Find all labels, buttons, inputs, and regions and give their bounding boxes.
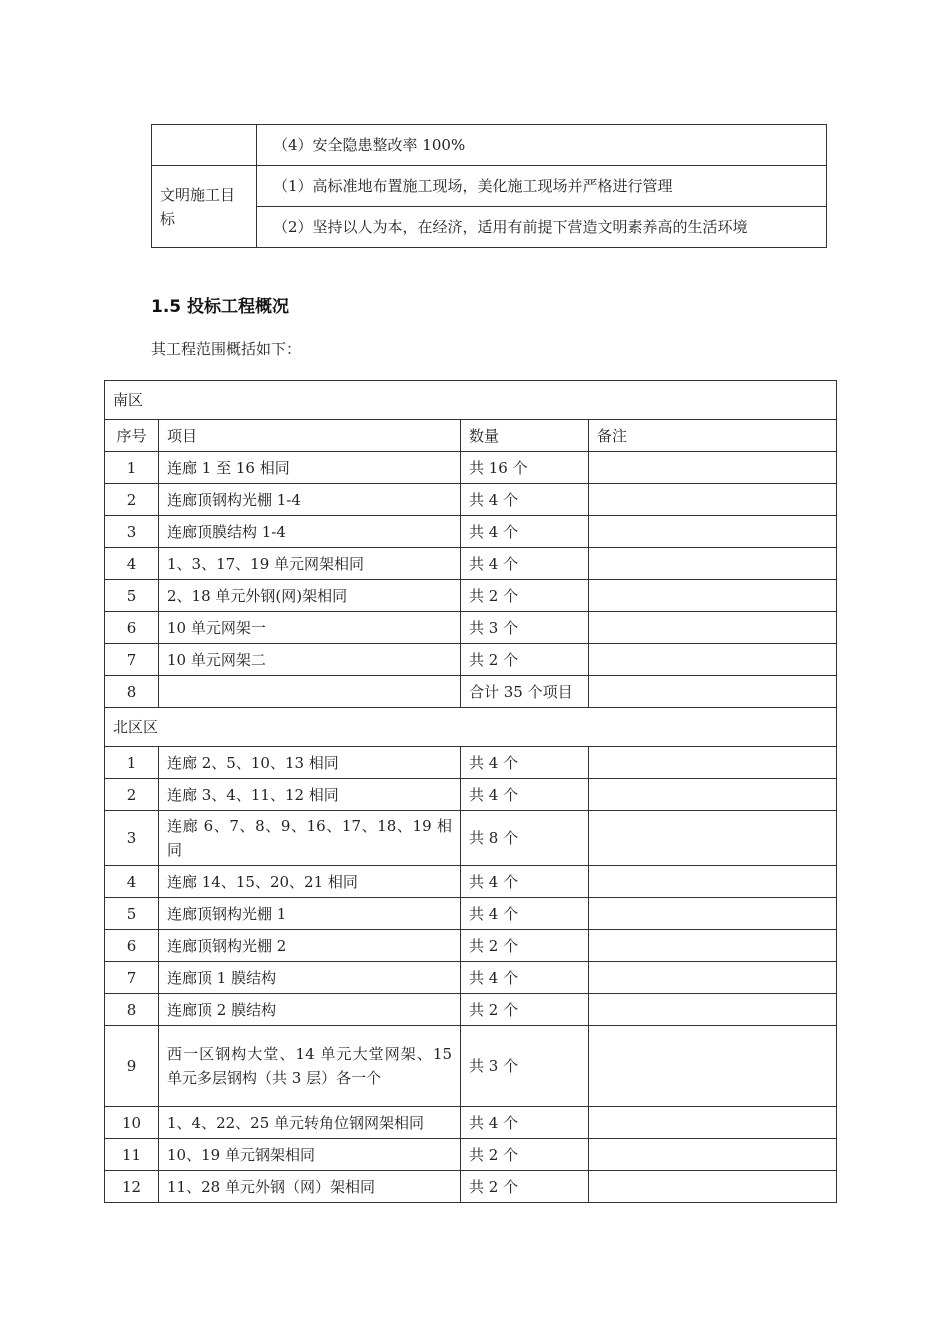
- row-number: 2: [105, 484, 159, 516]
- goal-item: （2）坚持以人为本，在经济，适用有前提下营造文明素养高的生活环境: [257, 207, 827, 248]
- row-quantity: 共 4 个: [461, 866, 589, 898]
- row-note: [589, 612, 837, 644]
- table-row: [105, 898, 837, 930]
- table-row: [105, 548, 837, 580]
- row-item: 连廊 6、7、8、9、16、17、18、19 相同: [159, 811, 461, 866]
- table-row: [152, 166, 827, 207]
- zone-title: 南区: [105, 381, 837, 420]
- section-intro: 其工程范围概括如下：: [151, 340, 302, 358]
- row-note: [589, 962, 837, 994]
- table-row: [105, 1026, 837, 1107]
- row-number: 4: [105, 548, 159, 580]
- row-quantity: 共 2 个: [461, 1171, 589, 1203]
- table-row: [105, 676, 837, 708]
- row-quantity: 共 8 个: [461, 811, 589, 866]
- row-note: [589, 811, 837, 866]
- row-quantity: 共 4 个: [461, 548, 589, 580]
- row-quantity: 共 2 个: [461, 994, 589, 1026]
- row-quantity: 共 4 个: [461, 516, 589, 548]
- row-number: 11: [105, 1139, 159, 1171]
- row-number: 7: [105, 962, 159, 994]
- table-row: [105, 516, 837, 548]
- row-number: 9: [105, 1026, 159, 1107]
- table-row: [105, 452, 837, 484]
- table-row: [105, 484, 837, 516]
- row-item: 连廊顶膜结构 1-4: [159, 516, 461, 548]
- table-row: [105, 644, 837, 676]
- row-note: [589, 1139, 837, 1171]
- column-header: 项目: [159, 420, 461, 452]
- zone-title: 北区区: [105, 708, 837, 747]
- row-number: 5: [105, 898, 159, 930]
- scope-table-body: [105, 381, 837, 1203]
- row-item: 连廊 1 至 16 相同: [159, 452, 461, 484]
- row-note: [589, 644, 837, 676]
- row-quantity: 共 3 个: [461, 1026, 589, 1107]
- row-number: 2: [105, 779, 159, 811]
- row-quantity: 共 2 个: [461, 644, 589, 676]
- row-number: 1: [105, 452, 159, 484]
- section-heading: 1.5 投标工程概况: [151, 297, 290, 317]
- table-row: [105, 779, 837, 811]
- goal-label-empty: [152, 125, 257, 166]
- row-number: 1: [105, 747, 159, 779]
- row-item: 连廊顶钢构光棚 1-4: [159, 484, 461, 516]
- row-item: 10 单元网架一: [159, 612, 461, 644]
- row-number: 4: [105, 866, 159, 898]
- row-item: 西一区钢构大堂、14 单元大堂网架、15 单元多层钢构（共 3 层）各一个: [159, 1026, 461, 1107]
- row-note: [589, 484, 837, 516]
- row-quantity: 共 4 个: [461, 747, 589, 779]
- row-number: 12: [105, 1171, 159, 1203]
- table-row: [105, 930, 837, 962]
- zone-row: [105, 708, 837, 747]
- row-note: [589, 994, 837, 1026]
- row-number: 5: [105, 580, 159, 612]
- zone-row: [105, 381, 837, 420]
- column-header: 序号: [105, 420, 159, 452]
- row-number: 3: [105, 811, 159, 866]
- row-item: 连廊 14、15、20、21 相同: [159, 866, 461, 898]
- row-note: [589, 866, 837, 898]
- row-quantity: 共 2 个: [461, 580, 589, 612]
- row-note: [589, 1171, 837, 1203]
- row-note: [589, 548, 837, 580]
- row-note: [589, 676, 837, 708]
- row-note: [589, 1107, 837, 1139]
- row-number: 8: [105, 676, 159, 708]
- row-quantity: 共 4 个: [461, 779, 589, 811]
- row-quantity: 共 4 个: [461, 898, 589, 930]
- row-item: 11、28 单元外钢（网）架相同: [159, 1171, 461, 1203]
- table-row: [105, 811, 837, 866]
- row-number: 6: [105, 612, 159, 644]
- row-item: 连廊顶钢构光棚 1: [159, 898, 461, 930]
- row-item: 连廊 2、5、10、13 相同: [159, 747, 461, 779]
- row-item: 1、4、22、25 单元转角位钢网架相同: [159, 1107, 461, 1139]
- row-item: 2、18 单元外钢(网)架相同: [159, 580, 461, 612]
- row-quantity: 共 2 个: [461, 1139, 589, 1171]
- column-header: 数量: [461, 420, 589, 452]
- row-item: 连廊顶钢构光棚 2: [159, 930, 461, 962]
- row-note: [589, 452, 837, 484]
- row-note: [589, 930, 837, 962]
- row-quantity: 共 16 个: [461, 452, 589, 484]
- row-note: [589, 747, 837, 779]
- row-number: 6: [105, 930, 159, 962]
- row-number: 7: [105, 644, 159, 676]
- table-row: [105, 1107, 837, 1139]
- goal-table: [151, 124, 827, 248]
- row-note: [589, 779, 837, 811]
- row-number: 8: [105, 994, 159, 1026]
- row-item: 连廊顶 2 膜结构: [159, 994, 461, 1026]
- row-note: [589, 898, 837, 930]
- row-quantity: 共 4 个: [461, 1107, 589, 1139]
- row-item: 连廊 3、4、11、12 相同: [159, 779, 461, 811]
- row-item: 连廊顶 1 膜结构: [159, 962, 461, 994]
- column-header: 备注: [589, 420, 837, 452]
- table-row: [105, 1139, 837, 1171]
- table-row: [105, 612, 837, 644]
- row-quantity: 共 4 个: [461, 484, 589, 516]
- row-item: 10 单元网架二: [159, 644, 461, 676]
- row-quantity: 合计 35 个项目: [461, 676, 589, 708]
- row-number: 10: [105, 1107, 159, 1139]
- row-quantity: 共 4 个: [461, 962, 589, 994]
- row-quantity: 共 2 个: [461, 930, 589, 962]
- goal-label: 文明施工目标: [152, 166, 257, 248]
- table-row: [152, 125, 827, 166]
- table-row: [105, 580, 837, 612]
- goal-item: （4）安全隐患整改率 100%: [257, 125, 827, 166]
- row-note: [589, 516, 837, 548]
- table-row: [105, 994, 837, 1026]
- row-note: [589, 580, 837, 612]
- row-item: [159, 676, 461, 708]
- row-number: 3: [105, 516, 159, 548]
- table-row: [105, 1171, 837, 1203]
- goal-item: （1）高标准地布置施工现场，美化施工现场并严格进行管理: [257, 166, 827, 207]
- table-row: [105, 962, 837, 994]
- scope-table: [104, 380, 837, 1203]
- table-row: [105, 747, 837, 779]
- table-row: [105, 866, 837, 898]
- row-quantity: 共 3 个: [461, 612, 589, 644]
- row-item: 10、19 单元钢架相同: [159, 1139, 461, 1171]
- row-item: 1、3、17、19 单元网架相同: [159, 548, 461, 580]
- row-note: [589, 1026, 837, 1107]
- header-row: [105, 420, 837, 452]
